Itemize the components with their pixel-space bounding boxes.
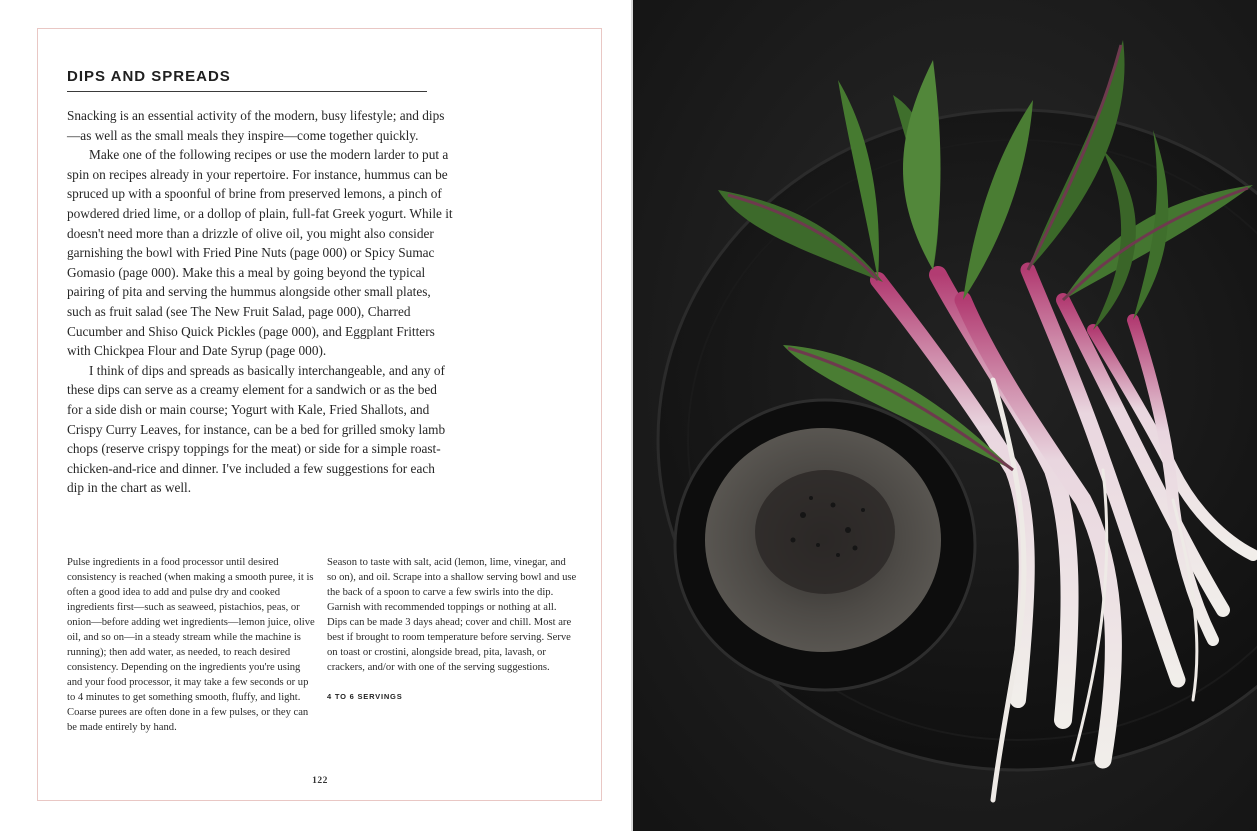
intro-paragraph: I think of dips and spreads as basically interchangeable, and any of these dips can serve as a creamy element for a sandwich or as the bed for a side dish or main course; Yogurt with Kale, Fried Shallots, and Crispy Curry Leaves, for instance, can be a bed for grilled smoky lamb chops (reserve crispy toppings for the meat) or side for a simple roast-chicken-and-rice and dinner. I've included a few suggestions for each dip in the chart as well. bbox=[67, 362, 446, 496]
servings-label: 4 TO 6 SERVINGS bbox=[327, 692, 403, 701]
method-column-left bbox=[67, 555, 317, 735]
intro-paragraph: Snacking is an essential activity of the modern, busy lifestyle; and dips—as well as the small meals they inspire—come together quickly. bbox=[67, 108, 445, 143]
dip-swirl bbox=[755, 470, 895, 594]
method-column-right bbox=[327, 555, 577, 704]
section-heading: DIPS AND SPREADS bbox=[67, 68, 427, 92]
intro-paragraph: Make one of the following recipes or use the modern larder to put a spin on recipes already in your repertoire. For instance, hummus can be spruced up with a spoonful of brine from preserved lemons, a pinch of powdered dried lime, or a dollop of plain, full-fat Greek yogurt. While it doesn't need more than a drizzle of olive oil, you might also consider garnishing the bowl with Fried Pine Nuts (page 000) or Spicy Sumac Gomasio (page 000). Make this a meal by going beyond the typical pairing of pita and serving the hummus alongside other small plates, such as fruit salad (see The New Fruit Salad, page 000), Charred Cucumber and Shiso Quick Pickles (page 000), and Eggplant Fritters with Chickpea Flour and Date Syrup (page 000). bbox=[67, 147, 453, 359]
method-text: Season to taste with salt, acid (lemon, lime, vinegar, and so on), and oil. Scrape into a shallow serving bowl and use the back of a spoon to carve a few swirls into the dip. Garnish with recommended toppings or nothing at all. Dips can be made 3 days ahead; cover and chill. Most are best if brought to room temperature before serving. Serve on toast or crostini, alongside bread, pita, lavash, or crackers, and/or with one of the serving suggestions. bbox=[327, 557, 577, 673]
method-text: Pulse ingredients in a food processor until desired consistency is reached (when making a smooth puree, it is often a good idea to add and pulse dry and cooked ingredients first—such as seaweed, pistachios, peas, or onion—before adding wet ingredients—lemon juice, olive oil, and so on—in a steady stream while the machine is running); then add water, as needed, to reach desired consistency. Depending on the ingredients you're using and your food processor, it may take a few seconds or up to 4 minutes to get something smooth, fluffy, and light. Coarse purees are often done in a few pulses, or they can be made entirely by hand. bbox=[67, 557, 315, 733]
food-photo bbox=[633, 0, 1257, 831]
photo-page bbox=[633, 0, 1257, 831]
page-number: 122 bbox=[312, 776, 328, 786]
intro-text bbox=[67, 106, 453, 498]
